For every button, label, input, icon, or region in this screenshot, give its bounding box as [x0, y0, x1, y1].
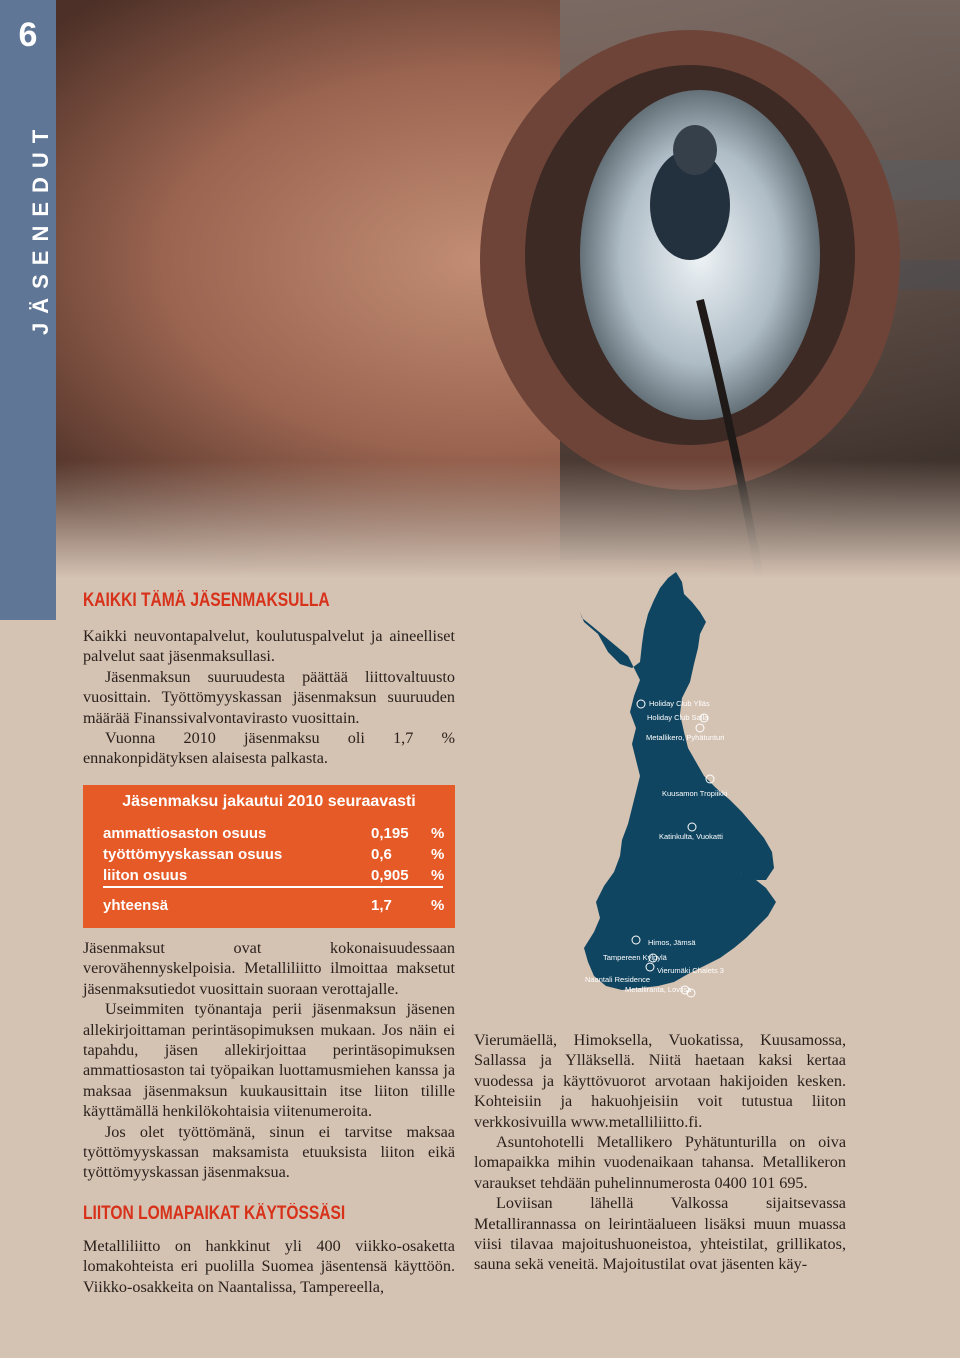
fee-unit: %: [431, 846, 445, 863]
map-label: Metalliranta, Loviisa: [625, 985, 692, 994]
divider: [103, 886, 443, 888]
paragraph: Asuntohotelli Metallikero Pyhätunturilla on oiva lomapaikka mihin vuodenaikaan tahansa. Metallikeron varaukset tehdään puhelinnumerosta 0400 101 695.: [474, 1133, 846, 1192]
page-number: 6: [18, 16, 38, 54]
map-label: Katinkulta, Vuokatti: [659, 832, 723, 841]
map-label: Holiday Club Ylläs: [649, 699, 710, 708]
section-tab: [0, 0, 56, 620]
fee-total-label: yhteensä: [103, 897, 169, 914]
map-label: Metallikero, Pyhätunturi: [646, 733, 725, 742]
holiday-text-right: [474, 1030, 846, 1275]
fee-label: ammattiosaston osuus: [103, 825, 267, 842]
paragraph: Vierumäellä, Himoksella, Vuokatissa, Kuusamossa, Sallassa ja Ylläksellä. Niitä haetaan kaksi kertaa vuodessa ja käyttövuorot arvotaan hakijoiden kesken. Kohteisiin ja hakuohjeisiin voit tutustua liiton verkkosivuilla www.metalliliitto.fi.: [474, 1031, 846, 1131]
intro-text: [83, 626, 455, 769]
map-label: Vierumäki Chalets 3: [657, 966, 724, 975]
fee-unit: %: [431, 867, 445, 884]
paragraph: Useimmiten työnantaja perii jäsenmaksun jäsenen allekirjoittaman perintäsopimuksen mukaan. Jos näin ei tapahdu, jäsen allekirjoittaa perintäsopimuksen ammattiosaston tai työpaikan luottamusmiehen kanssa ja maksaa jäsenmaksun kuukausittain itse liiton tilille käyttämällä henkilökohtaisia viitenumeroita.: [83, 1000, 455, 1121]
paragraph: Jäsenmaksun suuruudesta päättää liittovaltuusto vuosittain. Työttömyyskassan jäsenmaksun suuruuden määrää Finanssivalvontavirasto vuosittain.: [83, 667, 455, 727]
paragraph: Kaikki neuvontapalvelut, koulutuspalvelut ja aineelliset palvelut saat jäsenmaksullasi.: [83, 627, 455, 666]
map-label: Kuusamon Tropiikki: [662, 789, 728, 798]
map-label: Tampereen Kylpylä: [603, 953, 667, 962]
map-label: Holiday Club Salla: [647, 713, 709, 722]
fee-total-unit: %: [431, 897, 445, 914]
section-title: JÄSENEDUT: [28, 120, 53, 335]
fee-label: liiton osuus: [103, 867, 188, 884]
holiday-text-left: [83, 1236, 455, 1297]
fee-box-title: Jäsenmaksu jakautui 2010 seuraavasti: [122, 793, 416, 810]
tax-text: [83, 938, 455, 1183]
finland-map: [570, 572, 800, 1002]
paragraph: Jäsenmaksut ovat kokonaisuudessaan verovähennyskelpoisia. Metalliliitto ilmoittaa maksetut jäsenmaksutiedot vuosittain suoraan verottajalle.: [83, 939, 455, 998]
fee-label: työttömyyskassan osuus: [103, 846, 283, 863]
fee-value: 0,6: [371, 846, 392, 863]
fee-total-value: 1,7: [371, 897, 392, 914]
paragraph: Vuonna 2010 jäsenmaksu oli 1,7 % ennakonpidätyksen alaisesta palkasta.: [83, 729, 455, 768]
heading-membership-fee: KAIKKI TÄMÄ JÄSENMAKSULLA: [83, 590, 330, 611]
heading-holiday-places: LIITON LOMAPAIKAT KÄYTÖSSÄSI: [83, 1203, 346, 1224]
fee-breakdown-box: [83, 785, 455, 928]
paragraph: Loviisan lähellä Valkossa sijaitsevassa Metallirannassa on leirintäalueen lisäksi muun muassa viisi tilavaa majoitushuoneistoa, yhteistilat, grillikatos, sauna sekä veneitä. Majoitustilat ovat jäsenten käy-: [474, 1194, 846, 1274]
map-label: Himos, Jämsä: [648, 938, 696, 947]
paragraph: Jos olet työttömänä, sinun ei tarvitse maksaa työttömyyskassan maksamista etuuksista liiton eikä työttömyyskassan jäsenmaksua.: [83, 1122, 455, 1182]
fee-value: 0,195: [371, 825, 409, 842]
map-label: Naantali Residence: [585, 975, 651, 984]
paragraph: Metalliliitto on hankkinut yli 400 viikko-osaketta lomakohteista eri puolilla Suomea jäsentensä käyttöön. Viikko-osakkeita on Naantalissa, Tampereella,: [83, 1237, 455, 1296]
photo-welder-in-pipe-icon: [0, 0, 960, 578]
header-photo: [0, 0, 960, 578]
map-shape: [580, 572, 776, 990]
fee-value: 0,905: [371, 867, 409, 884]
fee-unit: %: [431, 825, 445, 842]
